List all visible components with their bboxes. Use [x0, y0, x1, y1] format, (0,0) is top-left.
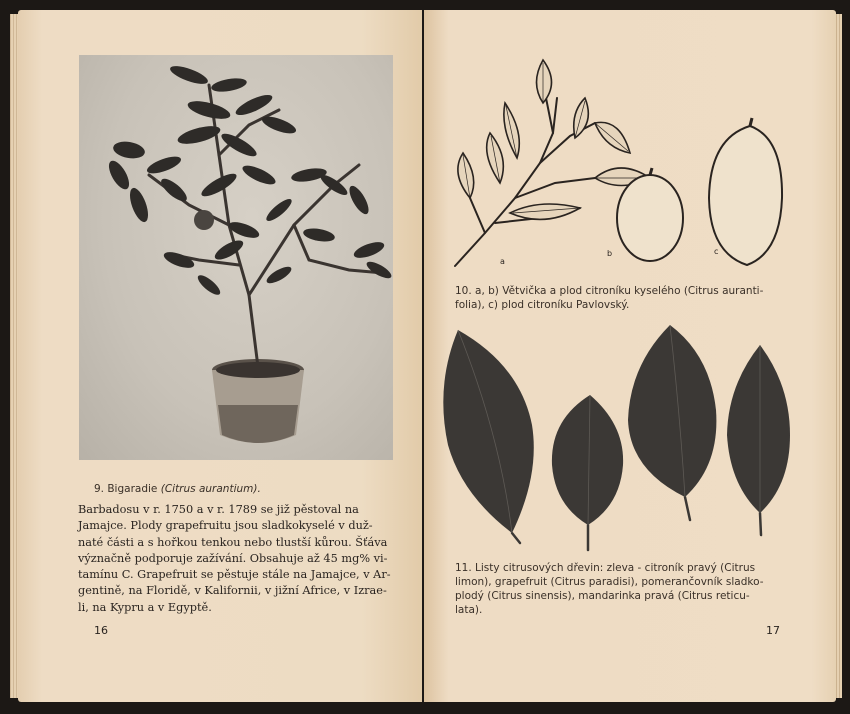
body-text [78, 502, 396, 616]
caption-line: 11. Listy citrusových dřevin: zleva - citroník pravý (Citrus [455, 562, 756, 574]
figure-11-caption [455, 561, 790, 617]
figure-10-caption [455, 284, 790, 312]
body-line: význačně podporuje zažívání. Obsahuje až 45 mg% vi- [78, 551, 388, 565]
body-line: Jamajce. Plody grapefruitu jsou sladkokyselé v duž- [78, 519, 373, 533]
caption-line: 10. a, b) Větvička a plod citroníku kyselého (Citrus auranti- [455, 285, 764, 297]
lemon-leaf [443, 330, 533, 533]
figure-10-label-a: a [500, 257, 505, 266]
grapefruit-leaf [552, 395, 623, 525]
caption-line: limon), grapefruit (Citrus paradisi), pomerančovník sladko- [455, 576, 764, 588]
body-line: Barbadosu v r. 1750 a v r. 1789 se již pěstoval na [78, 503, 359, 516]
bigaradie-plant-illustration [79, 55, 393, 460]
body-line: naté části a s hořkou tenkou nebo tlustší kůrou. Šťáva [78, 535, 388, 549]
figure-10-label-c: c [714, 247, 719, 256]
figure-9-caption: 9. Bigaradie (Citrus aurantium). [94, 483, 261, 495]
caption-line: lata). [455, 604, 483, 616]
caption-line: plodý (Citrus sinensis), mandarinka pravá (Citrus reticu- [455, 590, 750, 602]
mandarin-leaf [727, 345, 790, 513]
figure-10-label-b: b [607, 249, 613, 258]
body-line: gentině, na Floridě, v Kalifornii, v jižní Africe, v Izrae- [78, 584, 387, 598]
figure-11-citrus-leaves-illustration [440, 325, 795, 555]
figure-10-lemon-branch-illustration [445, 58, 790, 273]
page-number-left: 16 [94, 624, 108, 637]
orange-leaf [628, 325, 716, 497]
body-line: tamínu C. Grapefruit se pěstuje stále na Jamajce, v Ar- [78, 568, 391, 582]
caption-line: folia), c) plod citroníku Pavlovský. [455, 299, 630, 311]
body-line: li, na Kypru a v Egyptě. [78, 600, 212, 614]
page-number-right: 17 [766, 624, 780, 637]
